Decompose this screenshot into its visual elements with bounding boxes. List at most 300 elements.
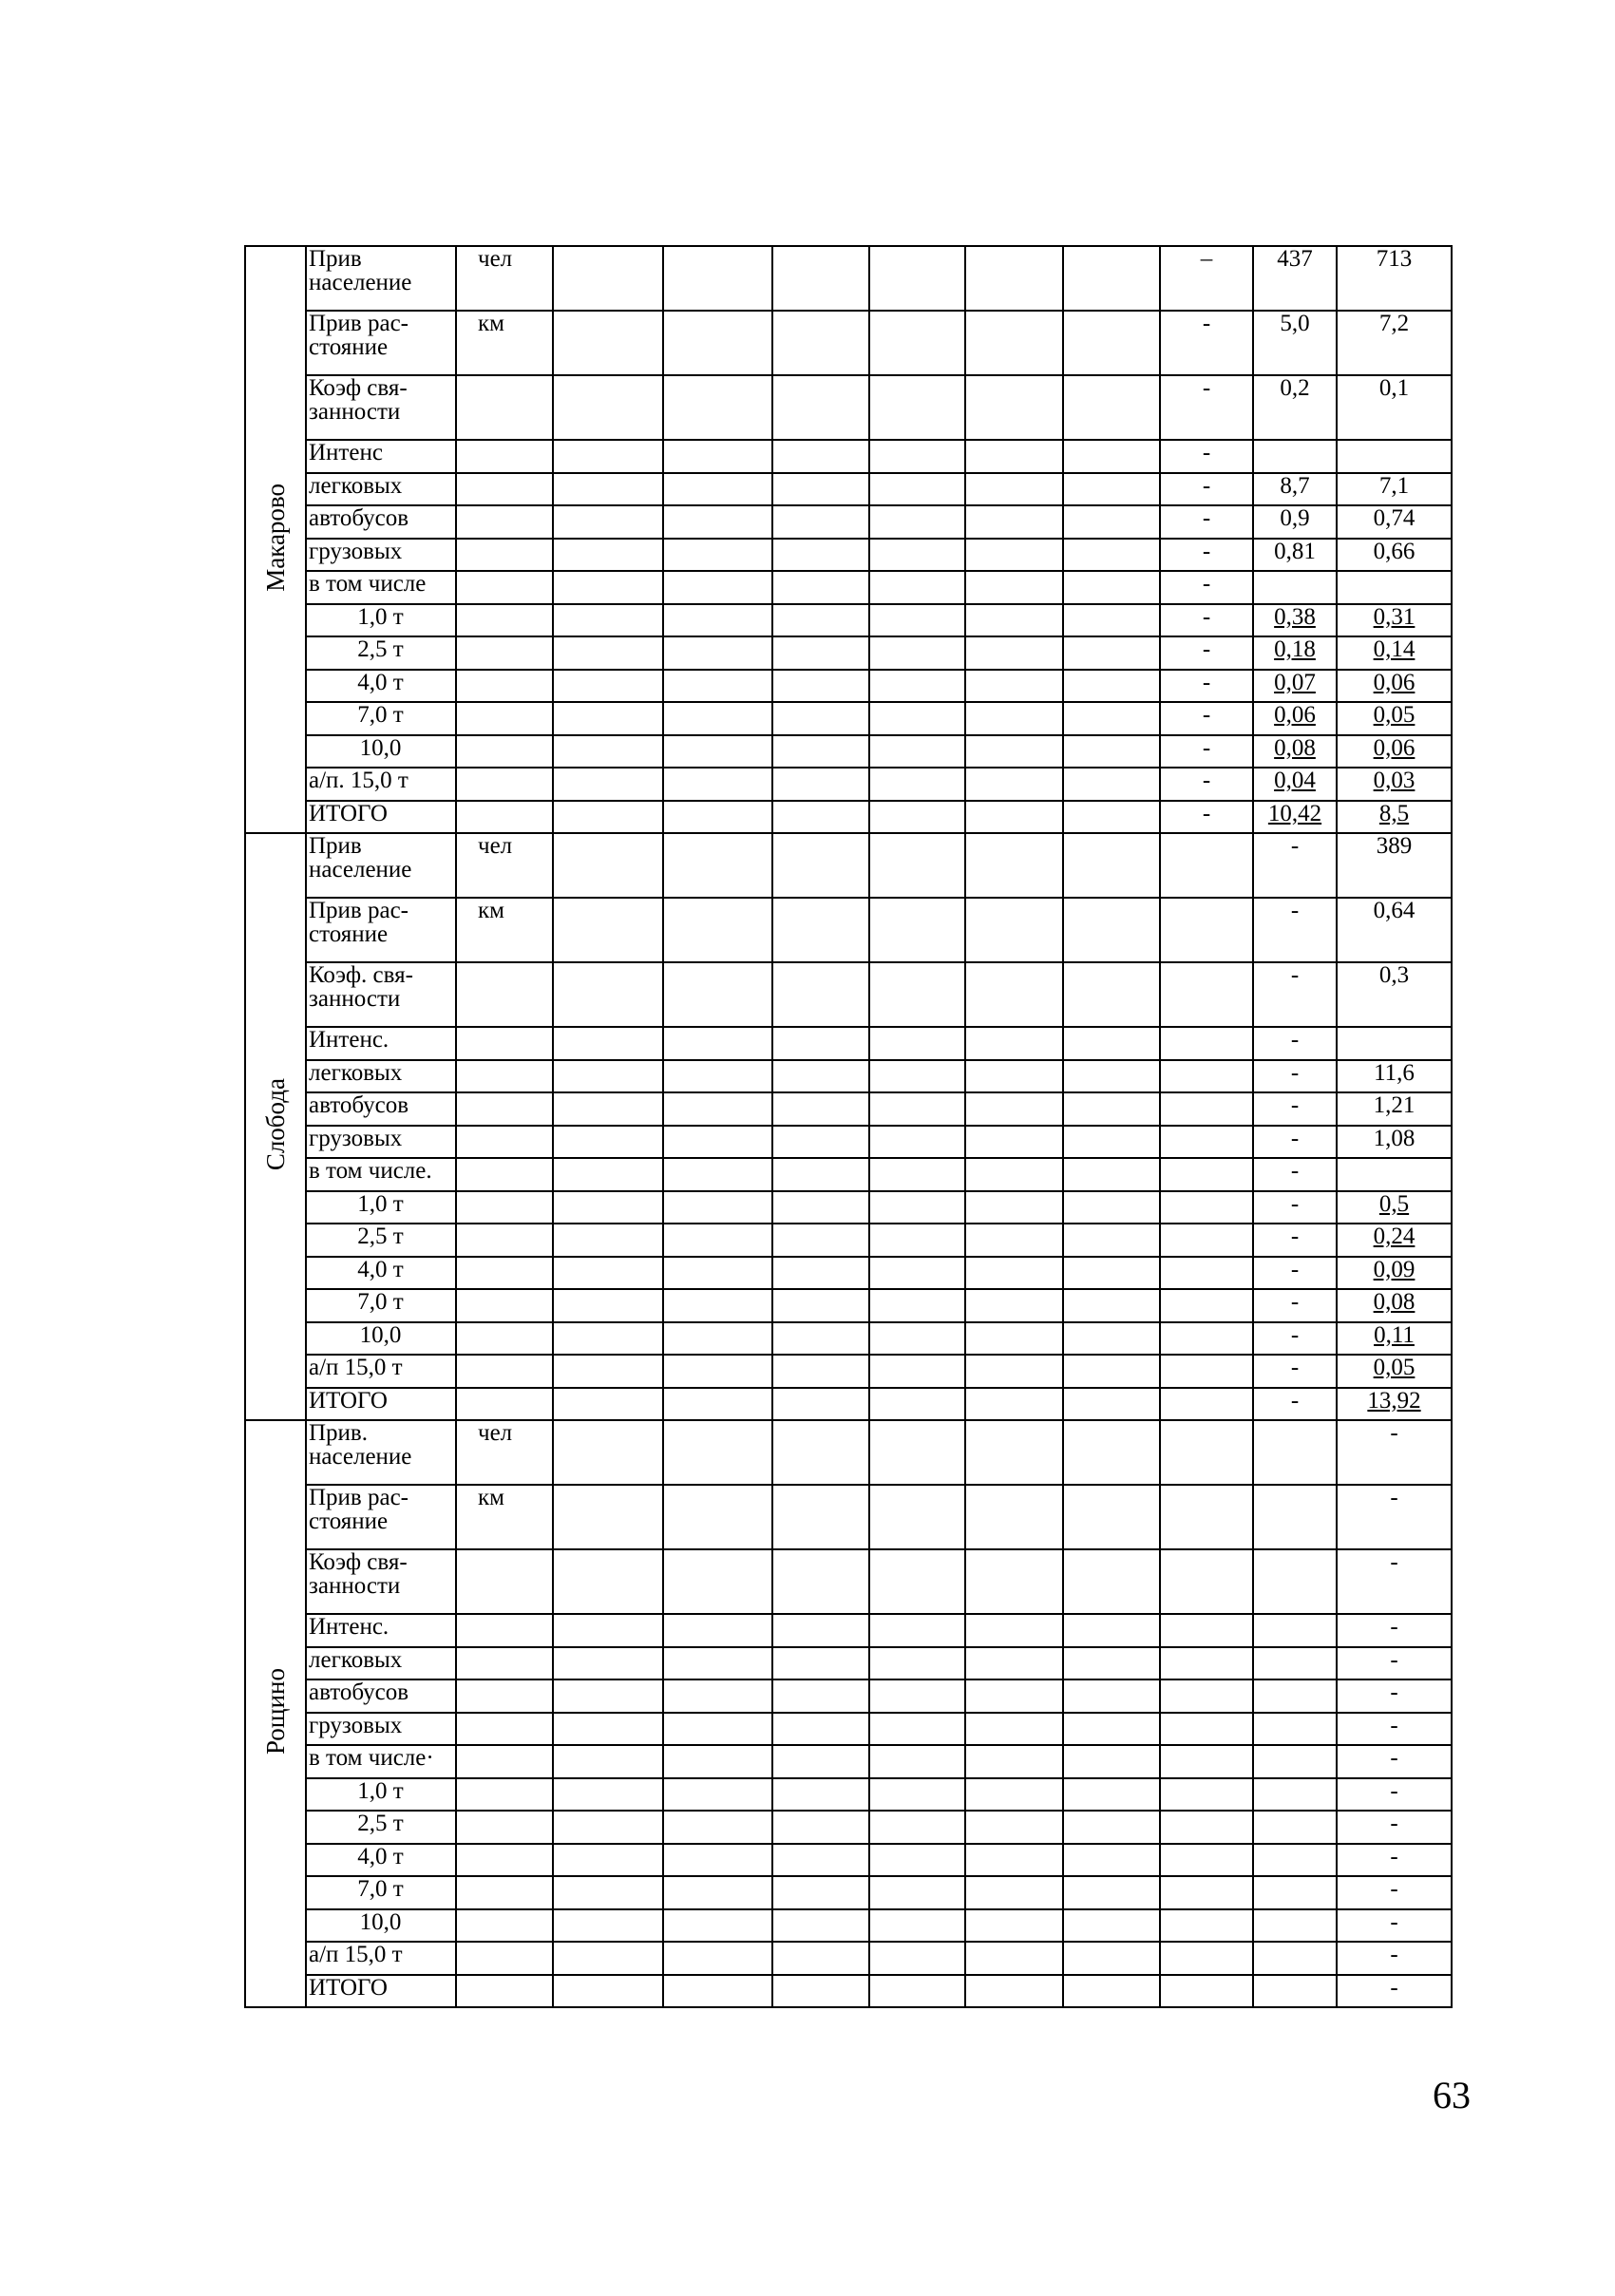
data-cell (772, 735, 869, 768)
table-row (245, 1060, 1452, 1093)
data-cell (1063, 473, 1160, 506)
data-cell (965, 1060, 1063, 1093)
data-cell (1063, 571, 1160, 604)
data-cell (1337, 898, 1452, 962)
data-cell (663, 375, 772, 440)
cell-value: - (1202, 702, 1211, 728)
data-cell (1253, 1614, 1337, 1647)
data-cell (553, 1778, 663, 1812)
data-cell (1063, 1679, 1160, 1713)
row-label: автобусов (306, 505, 456, 539)
data-cell (1337, 1745, 1452, 1778)
data-cell (869, 702, 965, 735)
data-cell (553, 604, 663, 637)
data-cell (1253, 1844, 1337, 1877)
data-cell (1063, 702, 1160, 735)
data-cell (1160, 1092, 1253, 1126)
data-cell (1337, 1191, 1452, 1224)
data-cell (1253, 1322, 1337, 1356)
data-cell (1063, 604, 1160, 637)
data-cell (772, 1745, 869, 1778)
data-cell (1253, 1647, 1337, 1680)
cell-value: - (1390, 1614, 1398, 1640)
data-cell (1063, 505, 1160, 539)
data-cell (1253, 1191, 1337, 1224)
data-cell (1337, 1485, 1452, 1549)
data-cell (1160, 1388, 1253, 1421)
row-unit (456, 801, 553, 834)
data-cell (869, 473, 965, 506)
row-label: Прив население (306, 833, 456, 898)
row-unit (456, 505, 553, 539)
cell-value: 11,6 (1374, 1059, 1415, 1086)
data-cell (1160, 1060, 1253, 1093)
table-row (245, 1224, 1452, 1257)
row-unit (456, 1811, 553, 1844)
data-cell (1337, 636, 1452, 670)
data-cell (965, 1679, 1063, 1713)
data-cell (663, 636, 772, 670)
data-cell (1160, 962, 1253, 1027)
data-cell (1063, 1549, 1160, 1614)
cell-value: 0,9 (1280, 505, 1310, 531)
row-label: в том числе· (306, 1745, 456, 1778)
data-cell (869, 1060, 965, 1093)
table-row (245, 1126, 1452, 1159)
row-unit: чел (456, 246, 553, 311)
data-cell (1253, 1092, 1337, 1126)
data-cell (965, 505, 1063, 539)
data-cell (1253, 571, 1337, 604)
data-cell (965, 1191, 1063, 1224)
row-unit (456, 1679, 553, 1713)
data-cell (772, 246, 869, 311)
data-cell (772, 1811, 869, 1844)
data-cell (553, 1844, 663, 1877)
data-cell (1337, 1811, 1452, 1844)
cell-value: - (1290, 962, 1300, 988)
row-label: автобусов (306, 1092, 456, 1126)
data-cell (1253, 1745, 1337, 1778)
data-cell (772, 1679, 869, 1713)
data-cell (1253, 1027, 1337, 1060)
cell-value: - (1202, 375, 1211, 401)
data-cell (772, 604, 869, 637)
data-cell (772, 962, 869, 1027)
data-cell (772, 1191, 869, 1224)
data-cell (1063, 1975, 1160, 2008)
data-cell (1253, 670, 1337, 703)
row-unit: чел (456, 833, 553, 898)
data-cell (772, 1844, 869, 1877)
row-label: 1,0 т (306, 604, 456, 637)
data-cell (772, 1388, 869, 1421)
data-cell (1337, 473, 1452, 506)
data-cell (1337, 1060, 1452, 1093)
data-cell (1063, 1191, 1160, 1224)
row-label: легковых (306, 1060, 456, 1093)
data-cell (553, 1092, 663, 1126)
cell-value: - (1290, 1289, 1300, 1315)
data-cell (1253, 962, 1337, 1027)
data-cell (1337, 1388, 1452, 1421)
data-cell (772, 505, 869, 539)
data-cell (663, 1158, 772, 1191)
data-cell (553, 473, 663, 506)
data-cell (772, 1778, 869, 1812)
data-cell (663, 1060, 772, 1093)
data-cell (1253, 1778, 1337, 1812)
cell-value: 7,2 (1378, 311, 1410, 336)
data-cell (1253, 1388, 1337, 1421)
row-unit (456, 1614, 553, 1647)
data-cell (1160, 670, 1253, 703)
data-cell (1063, 1778, 1160, 1812)
table-row (245, 1092, 1452, 1126)
data-cell (869, 1844, 965, 1877)
table-row (245, 636, 1452, 670)
table-row (245, 735, 1452, 768)
table-row (245, 702, 1452, 735)
data-cell (772, 1909, 869, 1943)
data-cell (1253, 246, 1337, 311)
row-unit (456, 962, 553, 1027)
data-cell (1337, 1027, 1452, 1060)
data-cell (1337, 1909, 1452, 1943)
cell-value: 0,2 (1280, 375, 1310, 401)
table-row (245, 505, 1452, 539)
data-cell (869, 1388, 965, 1421)
cell-value: 0,66 (1373, 538, 1416, 564)
row-label: ИТОГО (306, 1388, 456, 1421)
cell-value: - (1290, 1355, 1300, 1380)
data-cell (869, 1713, 965, 1746)
data-cell (772, 440, 869, 473)
data-cell (1337, 1614, 1452, 1647)
data-cell (1337, 1092, 1452, 1126)
row-label: 1,0 т (306, 1191, 456, 1224)
table-row (245, 1388, 1452, 1421)
cell-value: - (1390, 1876, 1398, 1902)
section-name: Рощино (260, 1667, 290, 1755)
data-cell (663, 1909, 772, 1943)
data-cell (772, 801, 869, 834)
data-cell (663, 1388, 772, 1421)
data-cell (663, 539, 772, 572)
table-row (245, 1844, 1452, 1877)
data-cell (965, 833, 1063, 898)
data-cell (663, 440, 772, 473)
data-cell (1160, 898, 1253, 962)
data-cell (663, 311, 772, 375)
data-cell (553, 962, 663, 1027)
row-unit (456, 1975, 553, 2008)
data-cell (663, 702, 772, 735)
data-cell (1337, 1942, 1452, 1975)
row-unit (456, 1745, 553, 1778)
data-cell (1063, 1224, 1160, 1257)
data-cell (1337, 1876, 1452, 1909)
data-cell (663, 473, 772, 506)
table-row (245, 539, 1452, 572)
data-cell (772, 1420, 869, 1485)
data-cell (553, 636, 663, 670)
row-label: Коэф. свя-занности (306, 962, 456, 1027)
row-unit (456, 1126, 553, 1159)
data-cell (1160, 1745, 1253, 1778)
data-cell (965, 571, 1063, 604)
data-cell (1337, 505, 1452, 539)
data-cell (772, 670, 869, 703)
data-cell (965, 604, 1063, 637)
cell-value: - (1390, 1777, 1398, 1804)
cell-value: 5,0 (1280, 311, 1310, 336)
cell-value: - (1390, 1908, 1398, 1935)
data-cell (869, 1647, 965, 1680)
data-cell (553, 1745, 663, 1778)
row-unit (456, 1909, 553, 1943)
data-cell (663, 246, 772, 311)
row-label: легковых (306, 1647, 456, 1680)
data-cell (1253, 1485, 1337, 1549)
data-cell (869, 962, 965, 1027)
data-cell (553, 505, 663, 539)
traffic-table (244, 245, 1453, 2008)
data-cell (1160, 1158, 1253, 1191)
table-row (245, 246, 1452, 311)
data-cell (1253, 1126, 1337, 1159)
data-cell (772, 311, 869, 375)
cell-value: - (1290, 1190, 1300, 1217)
data-cell (1063, 898, 1160, 962)
row-label: Прив рас-стояние (306, 898, 456, 962)
cell-value: - (1390, 1843, 1398, 1869)
cell-value: 8,5 (1378, 800, 1410, 826)
table-row (245, 670, 1452, 703)
data-cell (1063, 1027, 1160, 1060)
data-cell (869, 1191, 965, 1224)
data-cell (1063, 1647, 1160, 1680)
data-cell (1160, 768, 1253, 801)
data-cell (772, 1942, 869, 1975)
data-cell (1337, 1679, 1452, 1713)
data-cell (772, 571, 869, 604)
data-cell (965, 636, 1063, 670)
cell-value: - (1202, 311, 1211, 336)
row-unit (456, 1322, 553, 1356)
table-row (245, 440, 1452, 473)
data-cell (869, 1027, 965, 1060)
row-label: а/п. 15,0 т (306, 768, 456, 801)
table-row (245, 768, 1452, 801)
row-label: Прив рас-стояние (306, 1485, 456, 1549)
cell-value: - (1202, 440, 1211, 465)
data-cell (1337, 440, 1452, 473)
row-unit (456, 670, 553, 703)
data-cell (1160, 539, 1253, 572)
row-unit (456, 636, 553, 670)
data-cell (663, 1647, 772, 1680)
table-row (245, 833, 1452, 898)
data-cell (772, 1126, 869, 1159)
data-cell (1160, 1647, 1253, 1680)
cell-value: - (1202, 571, 1211, 597)
data-cell (869, 1942, 965, 1975)
data-cell (1253, 1811, 1337, 1844)
data-cell (772, 833, 869, 898)
data-cell (772, 1027, 869, 1060)
data-cell (772, 1485, 869, 1549)
data-cell (1160, 1844, 1253, 1877)
table-row (245, 571, 1452, 604)
cell-value: 0,05 (1373, 1355, 1416, 1380)
data-cell (663, 505, 772, 539)
cell-value: 0,03 (1373, 768, 1416, 793)
data-cell (965, 1126, 1063, 1159)
data-cell (1253, 604, 1337, 637)
row-unit (456, 735, 553, 768)
cell-value: - (1202, 505, 1211, 531)
cell-value: - (1290, 1387, 1300, 1414)
data-cell (1063, 1420, 1160, 1485)
row-unit (456, 1257, 553, 1290)
cell-value: 0,08 (1373, 1289, 1416, 1315)
data-cell (772, 702, 869, 735)
cell-value: 0,18 (1274, 636, 1316, 662)
data-cell (663, 962, 772, 1027)
data-cell (869, 539, 965, 572)
data-cell (965, 1713, 1063, 1746)
data-cell (1160, 1811, 1253, 1844)
data-cell (553, 1257, 663, 1290)
data-cell (1253, 1942, 1337, 1975)
row-label: 2,5 т (306, 1224, 456, 1257)
section-label-cell (245, 1420, 306, 2007)
data-cell (663, 1224, 772, 1257)
row-unit (456, 1778, 553, 1812)
data-cell (553, 1876, 663, 1909)
data-cell (965, 440, 1063, 473)
table-row (245, 898, 1452, 962)
data-cell (663, 1549, 772, 1614)
data-cell (1063, 1811, 1160, 1844)
data-cell (1160, 735, 1253, 768)
data-cell (1253, 1975, 1337, 2008)
data-cell (1160, 801, 1253, 834)
cell-value: 0,74 (1373, 505, 1416, 531)
data-cell (1063, 311, 1160, 375)
data-cell (1063, 833, 1160, 898)
row-label: легковых (306, 473, 456, 506)
row-unit: км (456, 1485, 553, 1549)
row-unit (456, 1942, 553, 1975)
data-cell (553, 539, 663, 572)
data-cell (1063, 1614, 1160, 1647)
data-cell (1253, 311, 1337, 375)
row-label: грузовых (306, 1126, 456, 1159)
data-cell (869, 833, 965, 898)
row-label: Прив население (306, 246, 456, 311)
table-row (245, 1713, 1452, 1746)
data-cell (869, 1158, 965, 1191)
data-cell (1063, 1745, 1160, 1778)
data-cell (1063, 1092, 1160, 1126)
data-cell (1063, 1158, 1160, 1191)
row-label: 10,0 (306, 735, 456, 768)
data-cell (1160, 604, 1253, 637)
data-cell (553, 1191, 663, 1224)
cell-value: 0,31 (1373, 603, 1416, 630)
cell-value: 0,14 (1373, 636, 1416, 662)
table-row (245, 1322, 1452, 1356)
data-cell (869, 1355, 965, 1388)
row-unit (456, 1713, 553, 1746)
data-cell (965, 1942, 1063, 1975)
data-cell (965, 1355, 1063, 1388)
row-label: 4,0 т (306, 1844, 456, 1877)
data-cell (965, 670, 1063, 703)
cell-value: 0,5 (1378, 1190, 1410, 1217)
data-cell (1063, 1060, 1160, 1093)
cell-value: - (1290, 1321, 1300, 1348)
data-cell (965, 539, 1063, 572)
data-cell (772, 473, 869, 506)
data-cell (965, 1092, 1063, 1126)
data-cell (1253, 833, 1337, 898)
table-row (245, 1158, 1452, 1191)
data-cell (1337, 1778, 1452, 1812)
data-cell (1253, 473, 1337, 506)
data-cell (1337, 801, 1452, 834)
data-cell (663, 1811, 772, 1844)
data-cell (1253, 1909, 1337, 1943)
data-cell (1063, 1355, 1160, 1388)
data-cell (1160, 1027, 1253, 1060)
data-cell (869, 375, 965, 440)
data-cell (1253, 1876, 1337, 1909)
cell-value: 8,7 (1280, 472, 1310, 499)
data-cell (965, 473, 1063, 506)
data-cell (772, 768, 869, 801)
data-cell (1253, 1713, 1337, 1746)
row-label: 4,0 т (306, 670, 456, 703)
data-cell (663, 833, 772, 898)
row-unit (456, 1158, 553, 1191)
row-unit (456, 539, 553, 572)
data-cell (869, 505, 965, 539)
data-cell (1160, 1420, 1253, 1485)
row-label: а/п 15,0 т (306, 1355, 456, 1388)
data-cell (1160, 1942, 1253, 1975)
data-cell (1337, 571, 1452, 604)
data-cell (1337, 246, 1452, 311)
data-cell (965, 1876, 1063, 1909)
cell-value: - (1290, 833, 1300, 859)
data-cell (663, 1126, 772, 1159)
data-cell (869, 311, 965, 375)
table-row (245, 1942, 1452, 1975)
data-cell (663, 571, 772, 604)
cell-value: - (1390, 1646, 1398, 1673)
cell-value: - (1202, 734, 1211, 761)
cell-value: - (1202, 800, 1211, 826)
data-cell (1063, 375, 1160, 440)
data-cell (1337, 539, 1452, 572)
data-cell (663, 604, 772, 637)
data-cell (663, 1975, 772, 2008)
data-cell (869, 670, 965, 703)
data-cell (772, 1614, 869, 1647)
